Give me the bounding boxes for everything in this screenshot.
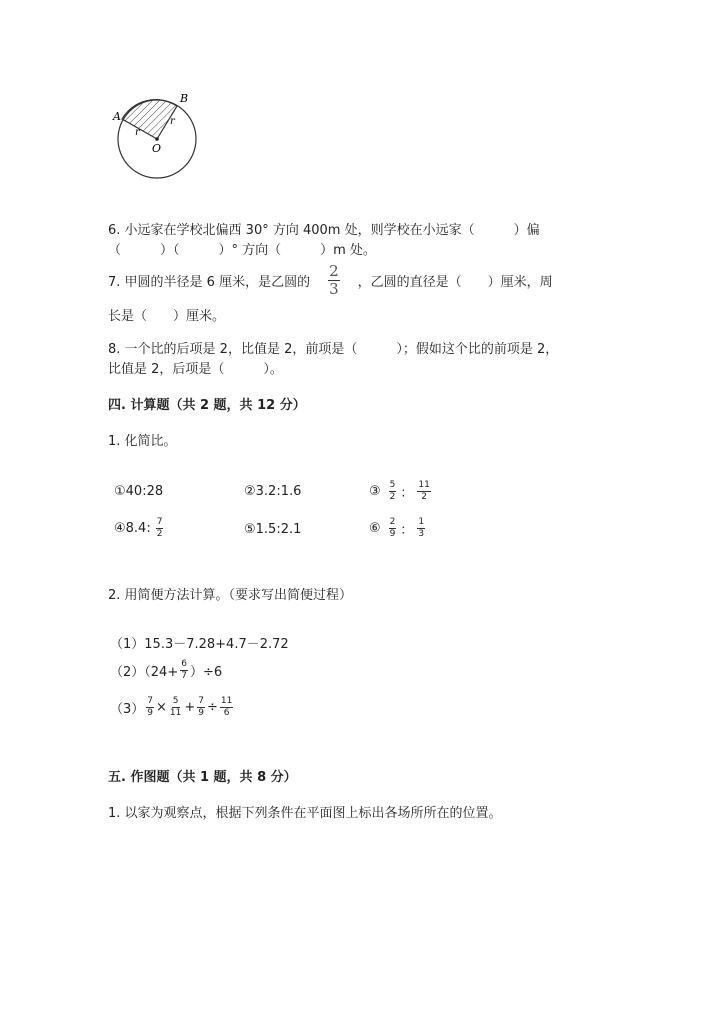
frac-num: 11 bbox=[418, 480, 430, 490]
q7-line2: 长是（ ）厘米。 bbox=[108, 309, 226, 324]
ratio-item-3-mark: ③ bbox=[369, 484, 381, 499]
frac-den: 11 bbox=[169, 708, 182, 718]
center-point bbox=[155, 137, 159, 141]
section4-q2-title: 2. 用简便方法计算。（要求写出简便过程） bbox=[108, 588, 353, 603]
q6-line1: 6. 小远家在学校北偏西 30° 方向 400m 处，则学校在小远家（ ）偏 bbox=[108, 223, 540, 238]
q7-line1-after: ，乙圆的直径是（ ）厘米，周 bbox=[357, 275, 553, 290]
frac-num: 7 bbox=[198, 696, 205, 706]
frac-num: 7 bbox=[156, 517, 163, 527]
calc-3-op-1: × bbox=[156, 700, 167, 715]
calc-3-frac-1 bbox=[146, 697, 154, 718]
label-b: B bbox=[180, 92, 189, 105]
calc-3 bbox=[110, 697, 235, 718]
ratio-item-5 bbox=[244, 522, 301, 537]
frac-num: 11 bbox=[220, 696, 233, 706]
ratio-item-3-frac-b bbox=[417, 481, 430, 502]
ratio-item-6 bbox=[369, 518, 427, 539]
calc-2-after: ）÷6 bbox=[189, 665, 223, 680]
calc-2 bbox=[110, 660, 222, 681]
ratio-item-4-text: 8.4: bbox=[125, 521, 151, 536]
calc-3-op-2: + bbox=[184, 700, 196, 715]
calc-3-frac-3 bbox=[197, 697, 205, 718]
q8-line2: 比值是 2，后项是（ ）。 bbox=[108, 362, 283, 377]
ratio-item-4 bbox=[114, 518, 165, 539]
frac-den: 2 bbox=[389, 492, 396, 502]
ratio-item-1-text: 40:28 bbox=[125, 484, 164, 499]
ratio-item-4-frac bbox=[156, 518, 164, 539]
shaded-sector bbox=[122, 100, 177, 139]
calc-2-before: （2）（24+ bbox=[110, 665, 179, 680]
frac-den: 2 bbox=[156, 529, 163, 539]
q7-frac-den: 3 bbox=[329, 280, 339, 298]
calc-2-frac bbox=[180, 660, 188, 681]
calc-3-frac-4 bbox=[220, 697, 233, 718]
frac-den: 3 bbox=[418, 529, 425, 539]
q7-frac-num: 2 bbox=[329, 262, 339, 280]
frac-den: 9 bbox=[198, 708, 205, 718]
calc-1: （1）15.3－7.28+4.7－2.72 bbox=[110, 637, 289, 652]
section4-title: 四. 计算题（共 2 题，共 12 分） bbox=[108, 398, 306, 413]
calc-3-label: （3） bbox=[110, 702, 145, 717]
frac-num: 5 bbox=[172, 696, 179, 706]
section4-q1-title: 1. 化简比。 bbox=[108, 434, 177, 449]
ratio-item-6-frac-a bbox=[389, 518, 397, 539]
q8-line1: 8. 一个比的后项是 2，比值是 2，前项是（ ）；假如这个比的前项是 2， bbox=[108, 342, 559, 357]
sector-circle-figure bbox=[108, 88, 208, 188]
ratio-item-6-frac-b bbox=[417, 518, 425, 539]
ratio-item-5-mark: ⑤ bbox=[244, 522, 256, 537]
calc-3-frac-2 bbox=[169, 697, 182, 718]
frac-num: 7 bbox=[147, 696, 154, 706]
label-o: O bbox=[152, 142, 162, 155]
ratio-item-2-mark: ② bbox=[244, 484, 256, 499]
ratio-item-4-mark: ④ bbox=[114, 521, 126, 536]
frac-num: 5 bbox=[389, 480, 396, 490]
ratio-item-6-sep: ： bbox=[400, 523, 414, 538]
q6-line2: （ ）（ ）° 方向（ ）m 处。 bbox=[108, 243, 376, 258]
label-r-right: r bbox=[170, 116, 175, 127]
section5-title: 五. 作图题（共 1 题，共 8 分） bbox=[108, 770, 297, 785]
frac-den: 6 bbox=[223, 708, 230, 718]
q7-line1-before: 7. 甲圆的半径是 6 厘米，是乙圆的 bbox=[108, 275, 311, 290]
frac-num: 1 bbox=[418, 517, 425, 527]
label-r-left: r bbox=[135, 127, 140, 138]
frac-num: 2 bbox=[389, 517, 396, 527]
section5-q1: 1. 以家为观察点，根据下列条件在平面图上标出各场所所在的位置。 bbox=[108, 806, 502, 821]
ratio-item-6-mark: ⑥ bbox=[369, 521, 381, 536]
frac-num: 6 bbox=[181, 659, 187, 669]
frac-den: 9 bbox=[147, 708, 154, 718]
frac-den: 7 bbox=[181, 671, 187, 681]
frac-den: 2 bbox=[421, 492, 427, 502]
frac-den: 9 bbox=[389, 529, 396, 539]
q7-fraction bbox=[328, 264, 340, 297]
ratio-item-2-text: 3.2:1.6 bbox=[255, 484, 302, 499]
label-a: A bbox=[113, 110, 121, 123]
q7-line1 bbox=[108, 264, 553, 297]
ratio-item-3 bbox=[369, 481, 433, 502]
ratio-item-5-text: 1.5:2.1 bbox=[255, 522, 302, 537]
ratio-item-2 bbox=[244, 484, 301, 499]
calc-3-op-3: ÷ bbox=[207, 700, 218, 715]
ratio-item-1-mark: ① bbox=[114, 484, 126, 499]
ratio-item-3-sep: ： bbox=[400, 486, 414, 501]
ratio-item-3-frac-a bbox=[389, 481, 397, 502]
ratio-item-1 bbox=[114, 484, 163, 499]
